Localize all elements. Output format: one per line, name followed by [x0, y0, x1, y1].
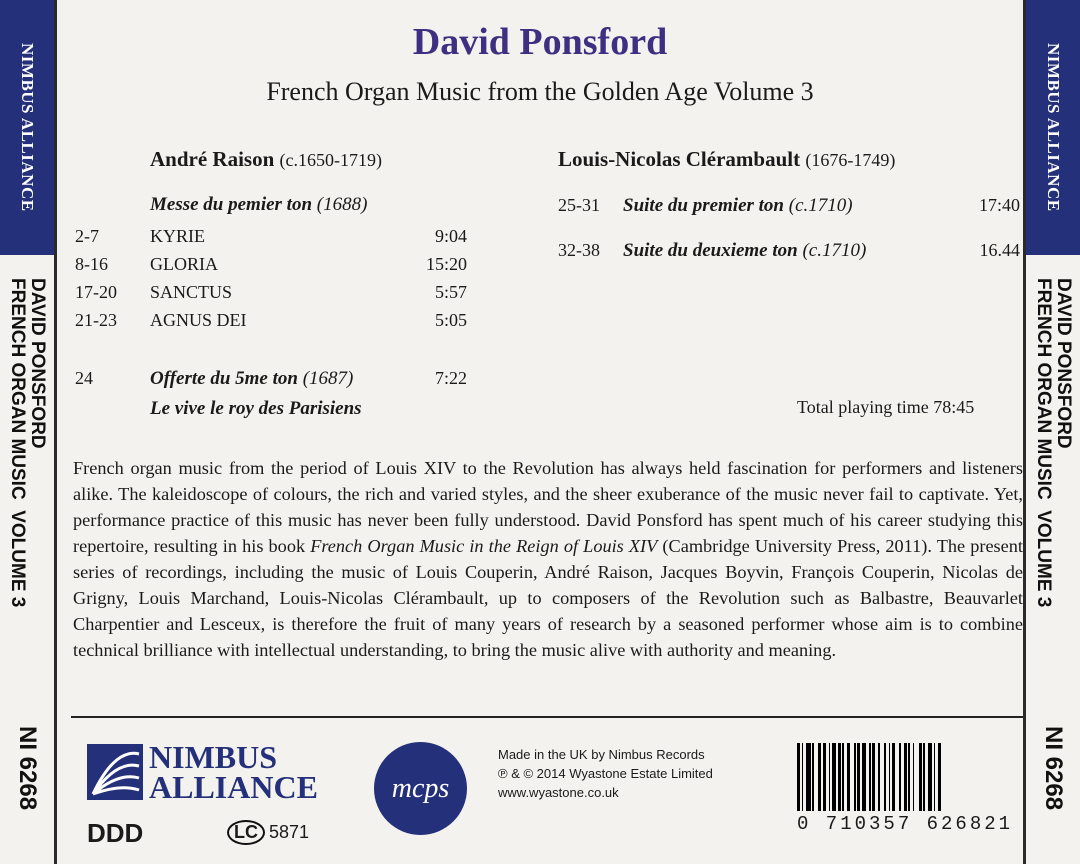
composer-dates: (c.1650-1719): [279, 150, 383, 170]
composer-name: André Raison: [150, 147, 275, 171]
track-row: [75, 282, 467, 303]
label-code: [227, 820, 309, 845]
work-title: Messe du pemier ton: [150, 194, 313, 215]
track-number: 24: [75, 368, 93, 388]
description-text: French organ music from the period of Louis XIV to the Revolution has always held fascination for performers and listeners alike. The kaleidoscope of colours, the rich and varied styles, and the sheer exuberance of the music never fail to captivate. Yet, performance practice of this music has never been fully understood. David Ponsford has spent much of his career studying this repertoire, resulting in his book: [73, 458, 1023, 556]
page-title: David Ponsford: [412, 21, 668, 63]
lc-oval: LC: [227, 820, 265, 845]
track-duration: 17:40: [978, 195, 1020, 215]
page-subtitle: French Organ Music from the Golden Age Volume 3: [266, 77, 814, 106]
spine-logo-band: [0, 0, 54, 255]
track-row: [75, 368, 467, 390]
spine-logo-text: NIMBUS ALLIANCE: [18, 43, 37, 212]
spine-title: DAVID PONSFORD FRENCH ORGAN MUSIC VOLUME 3: [1033, 278, 1074, 608]
track-title: KYRIE: [150, 226, 205, 246]
track-title: GLORIA: [150, 254, 218, 274]
track-number: 21-23: [75, 310, 117, 330]
lc-number: 5871: [269, 822, 310, 842]
description: [73, 455, 1023, 663]
barcode-bar: [941, 743, 943, 811]
left-spine: [0, 0, 57, 864]
track-title: [623, 195, 979, 217]
track-title: AGNUS DEI: [150, 310, 247, 330]
book-title: French Organ Music in the Reign of Louis XIV: [310, 536, 658, 556]
work-year: (c.1710): [802, 240, 867, 261]
track-row: [75, 254, 467, 275]
description-text: (Cambridge University Press, 2011). The present series of recordings, including the music of Louis Couperin, André Raison, Jacques Boyvin, François Couperin, Nicolas de Grigny, Louis Marchand, Louis-Nicolas Clérambault, up to composers of the Revolution such as Balbastre, Beauvarlet Charpentier and Lesceux, is therefore the fruit of many years of research by a seasoned performer whose aim is to combine technical brilliance with intellectual understanding, to bring the music alive with authority and meaning.: [73, 536, 1024, 660]
track-title: [623, 240, 980, 262]
ddd-code: DDD: [87, 818, 144, 848]
logo-line: ALLIANCE: [149, 769, 318, 805]
composer-dates: (1676-1749): [805, 150, 896, 170]
barcode-bars: [797, 743, 1022, 811]
mcps-logo: mcps: [374, 742, 467, 835]
work-title: Suite du deuxieme ton: [623, 240, 798, 261]
logo-line: NIMBUS: [149, 739, 278, 775]
spine-catalog: NI 6268: [1040, 726, 1067, 811]
composer-clerambault: [558, 147, 895, 172]
track-duration: 16.44: [979, 240, 1020, 260]
work-title: Offerte du 5me ton: [150, 368, 298, 389]
legal-line: Made in the UK by Nimbus Records: [498, 747, 705, 762]
track-duration: 5:57: [434, 282, 467, 302]
spine-catalog: NI 6268: [14, 726, 41, 811]
legal-line: ℗ & © 2014 Wyastone Estate Limited: [498, 766, 713, 781]
track-row: [75, 226, 467, 247]
barcode: [797, 743, 1022, 835]
track-number: 8-16: [75, 254, 108, 274]
nimbus-alliance-logo: [87, 739, 318, 805]
legal-line: www.wyastone.co.uk: [498, 785, 619, 800]
track-number: 25-31: [558, 195, 600, 215]
track-duration: 15:20: [425, 254, 467, 274]
spine-title: DAVID PONSFORD FRENCH ORGAN MUSIC VOLUME 3: [7, 278, 48, 608]
work-year: (c.1710): [788, 195, 853, 216]
work-year: (1687): [302, 368, 354, 389]
offerte-subtitle: Le vive le roy des Parisiens: [150, 398, 362, 419]
track-row: [558, 195, 1020, 217]
track-duration: 7:22: [434, 368, 467, 388]
track-number: 2-7: [75, 226, 99, 246]
track-title: SANCTUS: [150, 282, 233, 302]
track-row: [558, 240, 1020, 262]
barcode-digits: 0 710357 626821: [797, 813, 1014, 835]
track-number: 17-20: [75, 282, 117, 302]
mass-title: [150, 194, 367, 216]
back-cover: [57, 0, 1023, 864]
composer-raison: [150, 147, 382, 172]
track-title: [150, 368, 435, 390]
work-year: (1688): [316, 194, 368, 215]
total-playing-time: Total playing time 78:45: [797, 397, 975, 417]
spine-logo-text: NIMBUS ALLIANCE: [1044, 43, 1063, 212]
spine-logo-band: [1026, 0, 1080, 255]
track-number: 32-38: [558, 240, 600, 260]
track-duration: 9:04: [434, 226, 467, 246]
composer-name: Louis-Nicolas Clérambault: [558, 147, 801, 171]
right-spine: [1023, 0, 1080, 864]
track-row: [75, 310, 467, 331]
divider: [71, 716, 1023, 718]
logo-mark-icon: [87, 744, 143, 800]
work-title: Suite du premier ton: [623, 195, 784, 216]
legal-info: [498, 745, 713, 802]
logo-text: [149, 739, 318, 805]
track-duration: 5:05: [434, 310, 467, 330]
